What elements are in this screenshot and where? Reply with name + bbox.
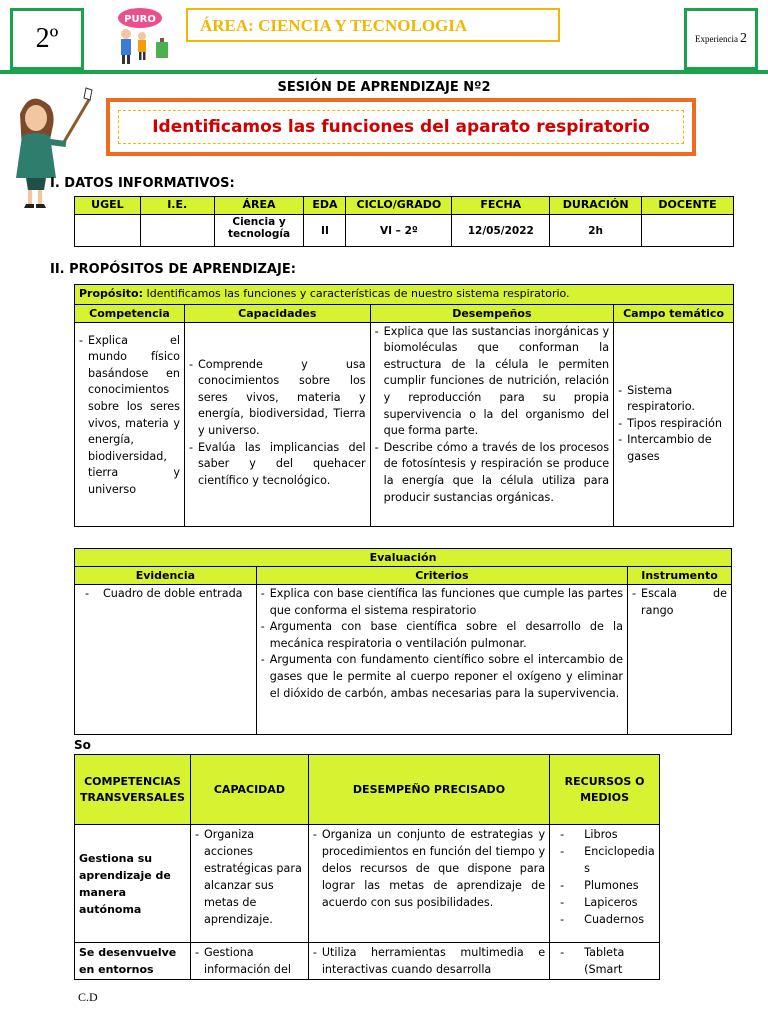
transversal-desempeno (308, 943, 549, 980)
main-title-box (106, 98, 696, 156)
section-2-heading: II. PROPÓSITOS DE APRENDIZAJE: (50, 262, 296, 277)
list-item: - Lapiceros (560, 894, 655, 911)
list-item: - Libros (560, 826, 655, 843)
propositos-header-cell: Campo temático (614, 304, 734, 322)
transversal-competencia: Gestiona su aprendizaje de manera autónoma (75, 825, 191, 943)
evidencia-cell (75, 585, 257, 735)
list-item: - Explica con base científica las funciones que cumple las partes que conforma el sistema respiratorio (261, 586, 623, 619)
footer-text: C.D (78, 990, 98, 1004)
datos-cell-duracion: 2h (550, 215, 642, 247)
list-item: - Organiza un conjunto de estrategias y procedimientos en función del tiempo y delos recursos de que dispone para lograr las metas de aprendizaje de acuerdo con sus posibilidades. (313, 826, 545, 911)
list-item: - Enciclopedias (560, 843, 655, 877)
transversal-recursos (550, 943, 660, 980)
transversal-capacidad (190, 943, 308, 980)
purpose-text: Identificamos las funciones y características de nuestro sistema respiratorio. (143, 287, 570, 300)
list-item: - Argumenta con base científica sobre el desarrollo de la mecánica respiratoria o ventilación pulmonar. (261, 619, 623, 652)
transversal-header-cell: DESEMPEÑO PRECISADO (308, 755, 549, 825)
evaluation-header-cell: Criterios (256, 567, 627, 585)
datos-cell-docente (642, 215, 734, 247)
transversal-table (74, 754, 660, 980)
session-title: SESIÓN DE APRENDIZAJE Nº2 (277, 80, 491, 95)
list-item: - Intercambio de gases (618, 432, 729, 465)
criterios-cell (256, 585, 627, 735)
datos-header-cell: UGEL (75, 197, 141, 215)
list-item: - Cuadro de doble entrada (85, 586, 252, 603)
list-item: - Gestiona información del (195, 944, 304, 978)
datos-cell-ie (140, 215, 214, 247)
table-row (75, 825, 660, 943)
transversal-competencia: Se desenvuelve en entornos (75, 943, 191, 980)
datos-header-cell: EDA (304, 197, 346, 215)
transversal-desempeno (308, 825, 549, 943)
grade-box (10, 8, 84, 70)
evaluation-table (74, 548, 732, 735)
datos-cell-area: Ciencia y tecnología (214, 215, 304, 247)
datos-header-cell: CICLO/GRADO (346, 197, 452, 215)
datos-header-cell: DURACIÓN (550, 197, 642, 215)
list-item: - Utiliza herramientas multimedia e interactivas cuando desarrolla (313, 944, 545, 978)
transversal-header-cell: CAPACIDAD (190, 755, 308, 825)
list-item: - Tipos respiración (618, 416, 729, 433)
table-row (75, 943, 660, 980)
list-item: - Evalúa las implicancias del saber y del quehacer científico y tecnológico. (189, 440, 366, 490)
desempenos-cell (370, 322, 613, 526)
list-item: - Escala de rango (632, 586, 727, 619)
datos-header-cell: ÁREA (214, 197, 304, 215)
datos-header-cell: DOCENTE (642, 197, 734, 215)
experience-number: 2 (739, 31, 747, 46)
propositos-table (74, 284, 734, 527)
logo-text: PURO (124, 14, 156, 25)
purpose-row (75, 285, 734, 305)
propositos-header-cell: Desempeños (370, 304, 613, 322)
propositos-header-cell: Capacidades (184, 304, 370, 322)
transversal-capacidad (190, 825, 308, 943)
list-item: - Organiza acciones estratégicas para alcanzar sus metas de aprendizaje. (195, 826, 304, 928)
transversal-recursos (550, 825, 660, 943)
propositos-header-cell: Competencia (75, 304, 185, 322)
list-item: - Cuadernos (560, 911, 655, 928)
evaluation-header-cell: Instrumento (628, 567, 732, 585)
purpose-label: Propósito: (79, 287, 144, 300)
campo-cell (614, 322, 734, 526)
school-logo (104, 4, 176, 66)
section-1-heading: I. DATOS INFORMATIVOS: (50, 176, 235, 191)
list-item: - Describe cómo a través de los procesos de fotosíntesis y respiración se produce la energía que la célula utiliza para producir sustancias orgánicas. (375, 440, 609, 506)
evaluation-title: Evaluación (75, 549, 732, 567)
datos-header-cell: FECHA (452, 197, 550, 215)
competencia-cell (75, 322, 185, 526)
main-title: Identificamos las funciones del aparato respiratorio (118, 110, 684, 144)
list-item: - Argumenta con fundamento científico sobre el intercambio de gases que le permite al cuerpo reponer el oxígeno y eliminar el dióxido de carbón, ambas necesarias para la supervivencia. (261, 652, 623, 702)
transversal-header-cell: RECURSOS O MEDIOS (550, 755, 660, 825)
area-box (186, 8, 560, 42)
datos-cell-fecha: 12/05/2022 (452, 215, 550, 247)
experience-box (684, 8, 758, 70)
area-label: ÁREA: CIENCIA Y TECNOLOGIA (200, 16, 468, 35)
transversal-header-cell: COMPETENCIAS TRANSVERSALES (75, 755, 191, 825)
capacidades-cell (184, 322, 370, 526)
list-item: - Explica que las sustancias inorgánicas y biomoléculas que conforman la estructura de la célula le permiten cumplir funciones de nutrición, relación y reproducción para su propia supervivencia o la del organismo del que forma parte. (375, 324, 609, 440)
list-item: - Comprende y usa conocimientos sobre los seres vivos, materia y energía, biodiversidad, Tierra y universo. (189, 357, 366, 440)
list-item: - Plumones (560, 877, 655, 894)
datos-header-cell: I.E. (140, 197, 214, 215)
teacher-illustration (6, 84, 98, 212)
header-divider (0, 70, 768, 74)
list-item: - Sistema respiratorio. (618, 383, 729, 416)
datos-cell-ciclo: VI – 2º (346, 215, 452, 247)
so-label: So (74, 738, 91, 752)
list-item: - Tableta (Smart (560, 944, 655, 978)
datos-cell-ugel (75, 215, 141, 247)
evaluation-header-cell: Evidencia (75, 567, 257, 585)
datos-table (74, 196, 734, 247)
list-item: - Explica el mundo físico basándose en conocimientos sobre los seres vivos, materia y energía, biodiversidad, tierra y universo (79, 333, 180, 499)
experience-label: Experiencia (695, 34, 738, 44)
grade-label: 2º (35, 23, 59, 54)
datos-cell-eda: II (304, 215, 346, 247)
instrumento-cell (628, 585, 732, 735)
